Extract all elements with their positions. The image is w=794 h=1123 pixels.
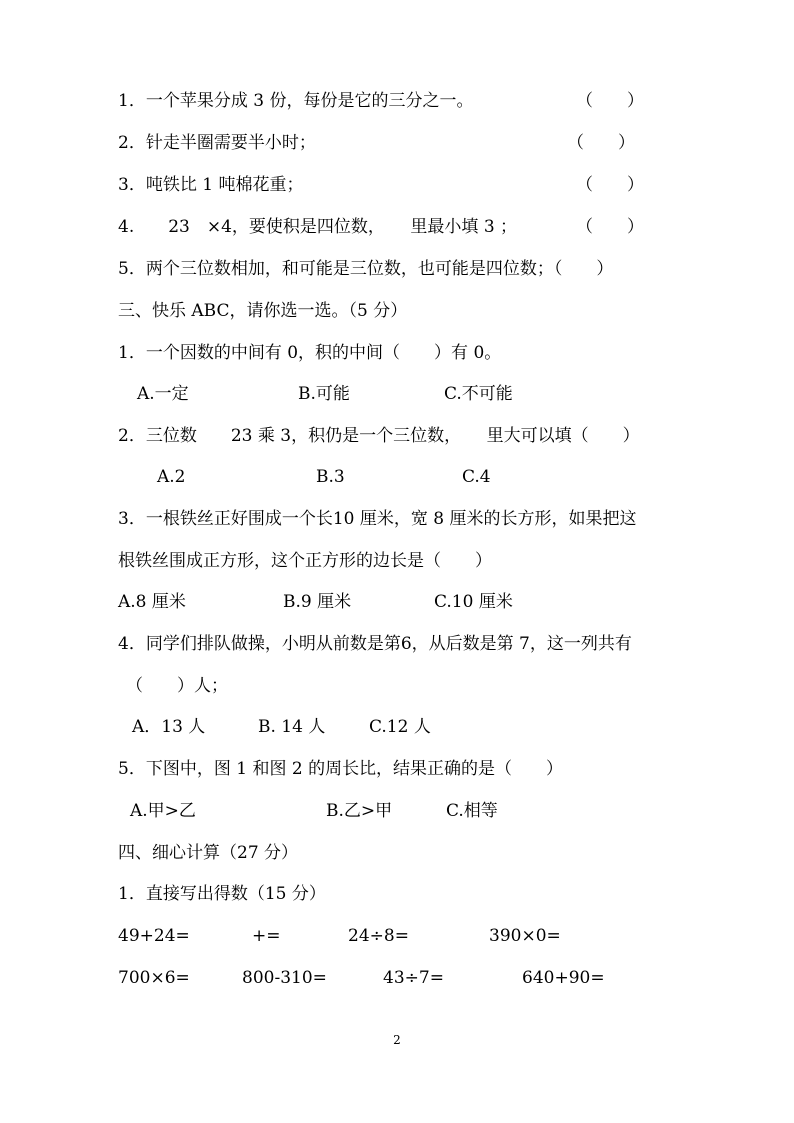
s3-q4-option-a: A．13 人: [132, 717, 206, 737]
judgement-q1-text: 1．一个苹果分成 3 份，每份是它的三分之一。: [118, 91, 474, 111]
judgement-q2-paren: （ ）: [567, 133, 635, 153]
s3-q3-option-b: B.9 厘米: [283, 592, 352, 612]
calc-row2-item: 800-310=: [242, 968, 327, 988]
s3-q2-option-b: B.3: [316, 467, 345, 487]
s3-q5-text: 5．下图中，图 1 和图 2 的周长比，结果正确的是（ ）: [118, 759, 564, 779]
s3-q2-option-c: C.4: [462, 467, 491, 487]
calc-row2-item: 700×6=: [118, 968, 190, 988]
s3-q2-option-a: A.2: [157, 467, 186, 487]
judgement-q4-paren: （ ）: [576, 217, 644, 237]
s3-q3-option-a: A.8 厘米: [118, 592, 186, 612]
judgement-q1-paren: （ ）: [576, 91, 644, 111]
s3-q2-text: 2．三位数 23 乘 3，积仍是一个三位数， 里大可以填（ ）: [118, 426, 640, 446]
judgement-q2-text: 2．针走半圈需要半小时；: [118, 133, 316, 153]
s3-q3-line2: 根铁丝围成正方形，这个正方形的边长是（ ）: [118, 551, 492, 571]
s4-sub1-title: 1．直接写出得数（15 分）: [118, 884, 326, 904]
s3-q1-text: 1．一个因数的中间有 0，积的中间（ ）有 0。: [118, 343, 502, 363]
s3-q4-option-b: B. 14 人: [258, 717, 326, 737]
s3-q1-option-b: B.可能: [298, 384, 350, 404]
s3-q1-option-a: A.一定: [137, 384, 189, 404]
s3-q5-option-b: B.乙>甲: [326, 801, 393, 821]
judgement-q4-text: 4. 23 ×4，要使积是四位数， 里最小填 3 ；: [118, 217, 518, 237]
s3-q1-option-c: C.不可能: [444, 384, 513, 404]
judgement-q3-paren: （ ）: [576, 175, 644, 195]
page-number: 2: [393, 1033, 401, 1047]
calc-row1-item: +=: [252, 926, 281, 946]
s3-q5-option-a: A.甲>乙: [130, 801, 196, 821]
section4-title: 四、细心计算（27 分）: [118, 843, 299, 863]
s3-q3-line1: 3．一根铁丝正好围成一个长10 厘米，宽 8 厘米的长方形，如果把这: [118, 509, 637, 529]
judgement-q5-text: 5．两个三位数相加，和可能是三位数，也可能是四位数；（ ）: [118, 259, 614, 279]
calc-row2-item: 640+90=: [522, 968, 605, 988]
s3-q4-line2: （ ）人；: [126, 676, 228, 696]
judgement-q3-text: 3．吨铁比 1 吨棉花重；: [118, 175, 304, 195]
calc-row1-item: 24÷8=: [348, 926, 409, 946]
calc-row2-item: 43÷7=: [383, 968, 444, 988]
calc-row1-item: 49+24=: [118, 926, 190, 946]
s3-q4-option-c: C.12 人: [369, 717, 431, 737]
s3-q4-line1: 4．同学们排队做操，小明从前数是第6，从后数是第 7，这一列共有: [118, 634, 632, 654]
calc-row1-item: 390×0=: [489, 926, 561, 946]
section3-title: 三、快乐 ABC，请你选一选。（5 分）: [118, 301, 408, 321]
s3-q3-option-c: C.10 厘米: [434, 592, 513, 612]
s3-q5-option-c: C.相等: [446, 801, 498, 821]
